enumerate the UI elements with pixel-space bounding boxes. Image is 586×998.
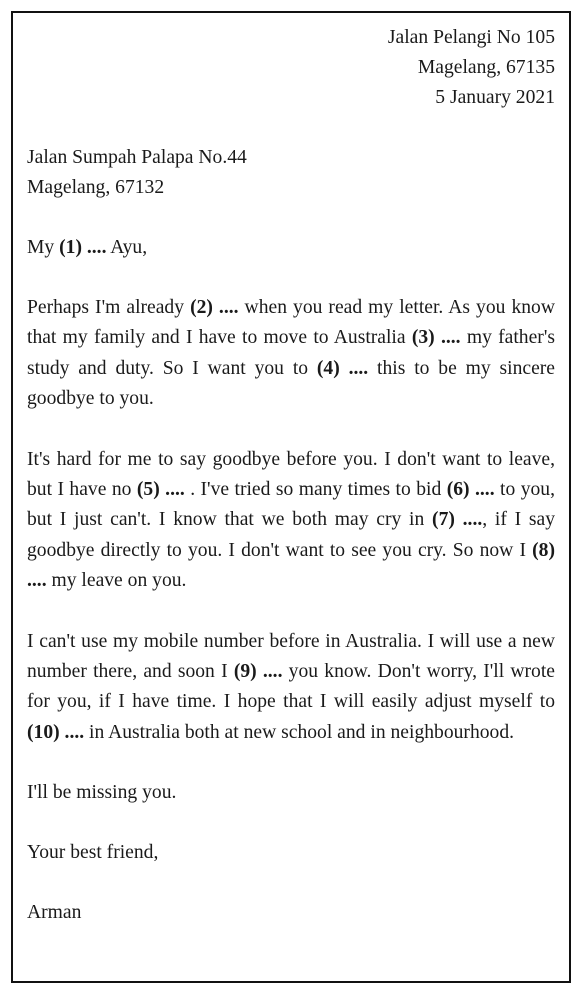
blank-6: (6) .... <box>446 479 495 501</box>
salutation-after: Ayu, <box>106 237 148 259</box>
paragraph-3-text-3: in Australia both at new school and in neighbourhood. <box>84 721 515 743</box>
recipient-street: Jalan Sumpah Palapa No.44 <box>27 146 247 168</box>
letter-body <box>27 23 555 928</box>
paragraph-1-text-2: when you read my letter. As you know that my family and I have to move to Australia <box>27 297 555 349</box>
blank-10: (10) .... <box>27 721 85 743</box>
blank-7: (7) .... <box>432 509 483 531</box>
sender-street: Jalan Pelangi No 105 <box>387 27 555 48</box>
signature: Arman <box>27 902 82 924</box>
paragraph-2-text-3: to you, but I just can't. I know that we both may cry in <box>27 479 555 531</box>
salutation <box>27 233 555 263</box>
paragraph-3 <box>27 627 555 748</box>
blank-9: (9) .... <box>233 661 283 683</box>
closing-missing: I'll be missing you. <box>27 781 177 803</box>
closing-friend: Your best friend, <box>27 842 159 864</box>
blank-8: (8) .... <box>27 539 555 591</box>
recipient-city: Magelang, 67132 <box>27 176 165 198</box>
blank-4: (4) .... <box>316 357 369 379</box>
sender-address <box>27 23 555 114</box>
paragraph-2-text-1: It's hard for me to say goodbye before you. I don't want to leave, but I have no <box>27 449 555 501</box>
letter-date: 5 January 2021 <box>435 87 555 109</box>
paragraph-1-text-4: this to be my sincere goodbye to you. <box>27 357 555 409</box>
paragraph-2-text-4: , if I say goodbye directly to you. I don't want to see you cry. So now I <box>27 509 556 561</box>
paragraph-3-text-1: I can't use my mobile number before in Australia. I will use a new number there, and soon I <box>27 631 555 683</box>
paragraph-2 <box>27 445 555 596</box>
letter-frame <box>11 11 571 983</box>
paragraph-1 <box>27 293 555 414</box>
blank-1: (1) .... <box>59 237 107 259</box>
paragraph-1-text-1: Perhaps I'm already <box>27 297 191 319</box>
blank-3: (3) .... <box>411 327 461 349</box>
recipient-address <box>27 143 555 203</box>
sender-city: Magelang, 67135 <box>417 57 555 79</box>
paragraph-3-text-2: you know. Don't worry, I'll wrote for you, if I have time. I hope that I will easily adjust myself to <box>27 661 555 713</box>
blank-2: (2) .... <box>190 297 239 319</box>
paragraph-2-text-2: . I've tried so many times to bid <box>184 479 447 501</box>
paragraph-1-text-3: my father's study and duty. So I want you to <box>27 327 555 379</box>
paragraph-2-text-5: my leave on you. <box>46 569 187 591</box>
blank-5: (5) .... <box>136 479 185 501</box>
salutation-before: My <box>27 237 60 259</box>
